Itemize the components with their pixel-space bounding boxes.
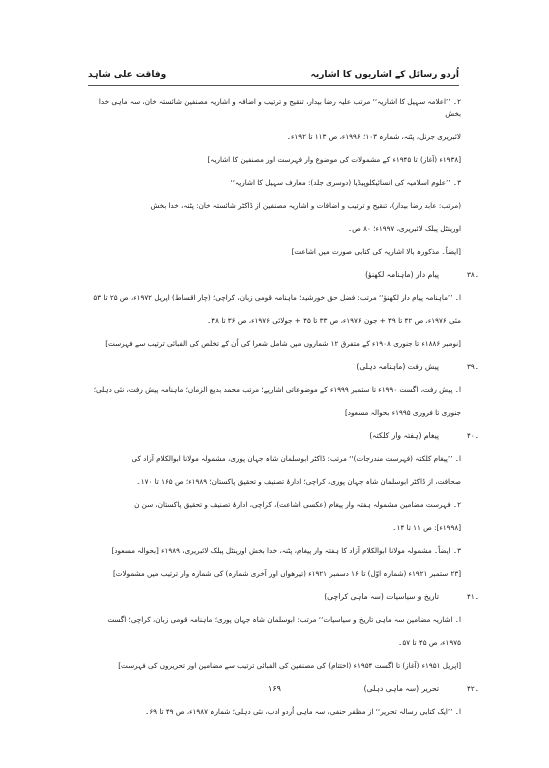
entry-line: صحافت، از ڈاکٹر ابوسلمان شاہ جہان پوری، کراچی؛ ادارۂ تصنیف و تحقیق پاکستان؛ ۱۹۸۹ء؛ ص ۱۶۵ تا ۱۷۰۔ xyxy=(136,477,461,486)
entry-line: ۳۔ ایضاً۔ مشمولہ مولانا ابوالکلام آزاد کا ہفتہ وار پیغام، پٹنہ، خدا بخش اورینٹل پبلک لائبریری، ۱۹۸۹ء [بحوالہ مسعود] xyxy=(111,546,461,555)
entry-line: لائبریری جرنل، پٹنہ، شمارہ ۱۰۳؛ ۱۹۹۶ء، ص ۱۱۳ تا ۱۹۲ء۔ xyxy=(286,132,461,141)
entry-line: ۲۔ فہرست مضامین مشمولہ ہفتہ وار پیغام (عکسی اشاعت)، کراچی، ادارۂ تصنیف و تحقیق پاکستان، سن ن xyxy=(134,500,461,509)
entry-line: ا۔ ’’ایک کتابی رسالہ تحریر‘‘ از مظفر حنفی، سہ ماہی اُردو ادب، نئی دہلی؛ شمارہ ۱۹۸۷ء، ص ۴۹ تا ۶۹۔ xyxy=(145,707,461,716)
entry-line: [۱۹۹۸ء]: ص ۱۱ تا ۱۴۔ xyxy=(392,523,461,532)
document-body xyxy=(84,96,479,729)
entry-line: ا۔ ’’پیغام کلکتہ (فہرست مندرجات)‘‘ مرتب: ڈاکٹر ابوسلمان شاہ جہان پوری، مشمولہ مولانا ابوالکلام آزاد کی xyxy=(131,454,461,463)
bracket-note-line: [۱۹۳۸ء (آغاز) تا ۱۹۴۵ء کے مشمولات کی موضوع وار فہرست اور مصنفین کا اشاریہ] xyxy=(207,155,461,164)
section-number: ۳۸۔ xyxy=(467,270,479,279)
page-number: ۱۶۹ xyxy=(268,684,281,693)
entry-line: ا۔ پیش رفت، اگست ۱۹۹۰ء تا ستمبر ۱۹۹۹ء کے موضوعاتی اشاریے؛ مرتب محمد بدیع الزماں؛ ماہنامہ پیش رفت، نئی دہلی؛ xyxy=(93,385,461,394)
section-number: ۳۹۔ xyxy=(467,362,479,371)
section-heading xyxy=(84,269,479,281)
running-header-title: اُردو رسائل کے اشاریوں کا اشاریہ xyxy=(310,70,459,80)
header-rule xyxy=(88,85,459,86)
section-heading xyxy=(84,361,479,373)
entry-line: اورینٹل پبلک لائبریری، ۱۹۹۷ء؛ ۸۰ ص۔ xyxy=(347,224,461,233)
entry-line: ۳۔ ’’علوم اسلامیہ کی انسائیکلوپیڈیا (دوسری جلد): معارف سہیل کا اشاریہ‘‘ xyxy=(230,178,461,187)
entry-line: ۲۔ ’’اعلامہ سہیل کا اشاریہ‘‘ مرتب علیہ رضا بیدار، تنقیح و ترتیب و اضافہ و اشاریہ مصنفین شائستہ خان، سہ ماہی خدا بخش xyxy=(98,97,461,118)
entry-line: ا۔ اشاریہ مضامین سہ ماہی تاریخ و سیاسیات‘‘ مرتب: ابوسلمان شاہ جہان پوری؛ ماہنامہ قومی زبان، کراچی؛ اگست xyxy=(107,615,461,624)
section-title: پیام دار (ماہنامہ لکھنؤ) xyxy=(365,270,439,279)
section-title: تاریخ و سیاسیات (سہ ماہی کراچی) xyxy=(324,592,439,601)
bracket-note-line: [اپریل ۱۹۵۱ء (آغاز) تا اگست ۱۹۵۴ء (اختتام) کی مصنفین کی الفبائی ترتیب سے مضامین اور تحریروں کی فہرست] xyxy=(118,661,461,670)
section-heading xyxy=(84,430,479,442)
section-number: ۴۰۔ xyxy=(467,431,479,440)
section-number: ۴۲۔ xyxy=(467,684,479,693)
entry-line: ا۔ ’’ماہنامہ پیام دار لکھنؤ‘‘ مرتب: فضل حق خورشید؛ ماہنامہ قومی زبان، کراچی؛ (چار اقساط) اپریل ۱۹۷۲ء، ص ۲۵ تا ۵۳ xyxy=(93,293,461,302)
section-heading xyxy=(84,591,479,603)
entry-line: مئی ۱۹۷۶ء، ص ۴۲ تا ۴۹ + جون ۱۹۷۶ء، ص ۳۳ تا ۴۵ + جولائی ۱۹۷۶ء، ص ۳۶ تا ۴۸۔ xyxy=(207,316,461,325)
section-title: پیغام (ہفتہ وار کلکتہ) xyxy=(369,431,439,440)
bracket-note-line: [ایضاً۔ مذکورہ بالا اشاریہ کی کتابی صورت میں اشاعت] xyxy=(291,247,461,256)
entry-line: جنوری تا فروری ۱۹۹۵ء بحوالہ مسعود] xyxy=(344,408,461,417)
section-number: ۴۱۔ xyxy=(467,592,479,601)
entry-line: ۱۹۷۵ء، ص ۴۵ تا ۵۷۔ xyxy=(398,638,461,647)
entry-line: (مرتب: عابد رضا بیدار)، تنقیح و ترتیب و اضافات و اشاریہ مصنفین از ڈاکٹر شائستہ خان: پٹنہ، خدا بخش xyxy=(150,201,461,210)
bracket-note-line: [۲۳ ستمبر ۱۹۲۱ء (شمارہ اوّل) تا ۱۶ دسمبر ۱۹۲۱ء (تیرھواں اور آخری شمارہ) کی شمارہ وار ترتیب میں مشمولات] xyxy=(112,569,461,578)
section-title: تحریر (سہ ماہی دہلی) xyxy=(363,684,439,693)
section-title: پیش رفت (ماہنامہ دہلی) xyxy=(356,362,439,371)
running-header-author: وفاقت علی شاہد xyxy=(88,70,167,80)
bracket-note-line: [نومبر ۱۸۸۶ء تا جنوری ۱۹۰۸ء کے متفرق ۱۲ شماروں میں شامل شعرا کی اُن کے تخلص کی الفبائی ترتیب سے فہرست] xyxy=(105,339,461,348)
